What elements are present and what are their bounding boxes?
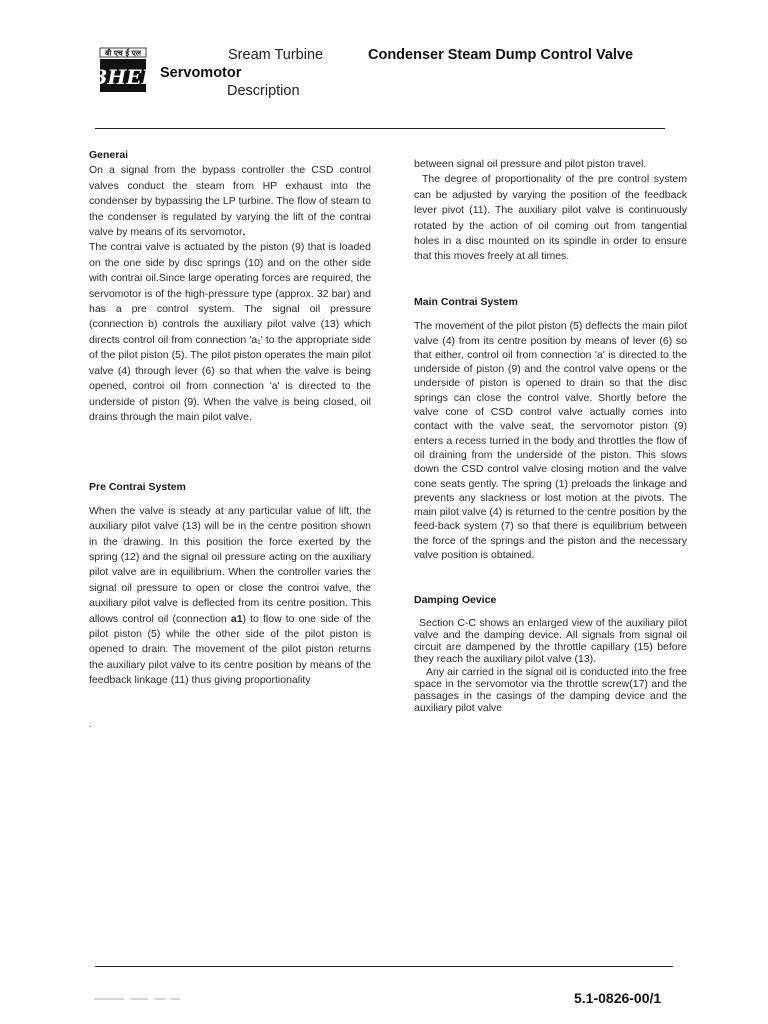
damping-paragraph-1: Section C-C shows an enlarged view of the auxiliary pilot valve and the damping device. All signals from signal oil circuit are dampened by the throttle capillary (15) before they reach the auxiliary pilot valve (13). [414,616,687,666]
stray-period: . [89,718,92,729]
pre-control-text-c: ) to flow to one side of the pilot piston (5) while the other side of the pilot piston is opened to drain. The movement of the pilot piston returns the auxiliary pilot valve to its centre position by means of the feedback linkage (11) thus giving proportionality [89,612,371,687]
header-divider [95,128,665,129]
right-column [414,157,687,714]
section-heading-damping: Damping Oevice [414,594,497,607]
header-description: Description [227,83,300,99]
document-number: 5.1-0826-00/1 [574,990,662,1006]
logo-mark-text: BHEL [90,65,156,89]
faint-footer-mark [94,997,194,1003]
section-heading-main-control: Main Contrai System [414,295,518,308]
logo-hindi-text: बी एच ई एल [105,48,141,58]
main-control-paragraph: The movement of the pilot piston (5) deflects the main pilot valve (4) from its centre position by means of lever (6) so that either, control oil from connection 'a' is directed to the underside of piston (9) and the control valve opens or the underside of piston is opened to drain so that the disc springs can close the control valve. Shortly before the valve cone of CSD control valve actually comes into contact with the valve seat, the servomotor piston (9) enters a recess turned in the body and throttles the flow of oil draining from the underside of the piston. This slows down the CSD control valve closing motion and the valve cone seats gently. The spring (1) preloads the linkage and prevents any slackness or lost motion at the pivots. The main pilot valve (4) is returned to the centre position by the feed-back system (7) so that there is equilibrium between the force of the springs and the piston and the necessary valve position is obtained. [414,320,687,561]
pre-control-text-a: When the valve is steady at any particular value of lift, the auxiliary pilot valve (13) will be in the centre position shown in the drawing. In this position the force exerted by the spring (12) and the signal oil pressure acting on the auxiliary pilot valve are in equilibrium. When the controller varies the signal oil pressure to open or close the controi valve, the auxiliary pilot valve is deflected from its centre position. This allows control oil (connection [89,504,371,625]
pre-control-continued-2: The degree of proportionality of the pre control system can be adjusted by varying the position of the feedback lever pivot (11). The auxiliary pilot valve is continuously rotated by the action of oil coming out from tangential holes in a disc mounted on its spindle in order to ensure that this moves freely at all times. [414,173,687,263]
header-title-right: Condenser Steam Dump Control Valve [368,47,634,63]
header-servomotor: Servomotor [160,65,242,81]
general-paragraph-2: The contrai valve is actuated by the piston (9) that is loaded on the one side by disc springs (10) and on the other side with contrai oil.Since large operating forces are required, the servomotor is of the high-pressure type (approx. 32 bar) and has a pre control system. The signal oil pressure (connection b) controls the auxiliary pilot valve (13) which directs control oil from connection 'a₁' to the appropriate side of the pilot piston (5). The pilot piston operates the main pilot valve (4) through lever (6) so that when the valve is being opened, controi oil from connection 'a' is directed to the underside of piston (9). When the valve is being closed, oil drains through the main pilot valve. [89,241,371,423]
general-paragraph-1 [89,163,371,240]
general-paragraph-1-period: . [242,226,246,239]
general-paragraph-1-text: On a signal from the bypass controller the CSD control valves conduct the steam from HP exhaust into the condenser by bypassing the LP turbine. The flow of steam to the condenser is regulated by varying the lift of the contrai valve by means of its servomotor [89,164,371,239]
left-column [89,148,371,732]
footer-divider [95,966,673,967]
pre-control-continued-1: between signal oil pressure and pilot piston travel. [414,158,647,170]
pre-control-connection-a1: a1 [230,612,243,625]
section-heading-pre-control: Pre Contrai System [89,481,186,494]
pre-control-paragraph-1 [89,504,371,689]
section-heading-general: Generai [89,149,129,161]
header-title-left: Sream Turbine [228,47,324,63]
damping-paragraph-2: Any air carried in the signal oil is conducted into the free space in the servomotor via the throttle screw(17) and the passages in the casings of the damping device and the auxiliary pilot valve [414,665,687,715]
company-logo [90,48,156,92]
